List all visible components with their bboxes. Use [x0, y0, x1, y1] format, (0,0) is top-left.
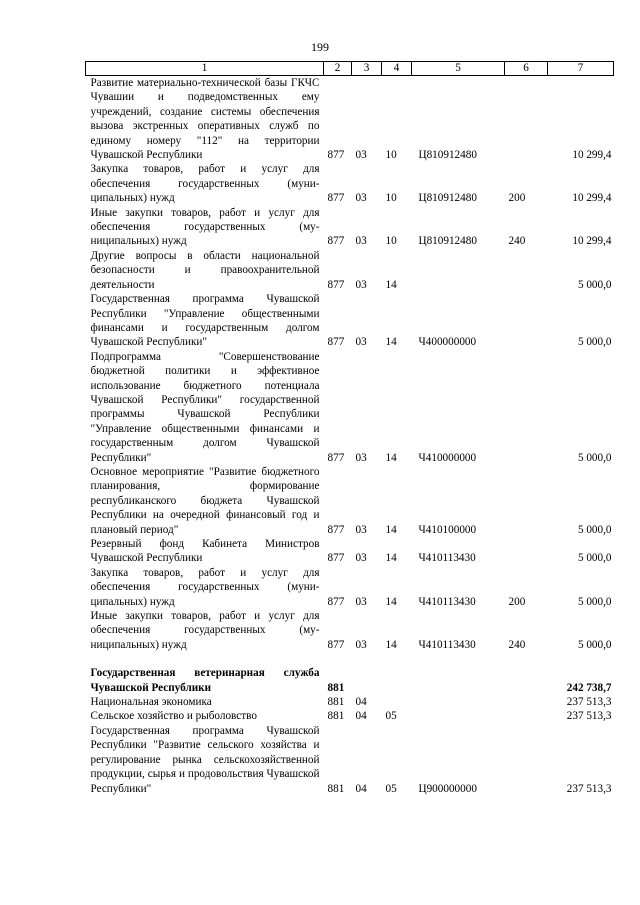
table-row [86, 162, 614, 205]
row-section-code: 03 [355, 595, 367, 608]
row-amount: 10 299,4 [572, 235, 612, 248]
header-col-4: 4 [382, 62, 412, 76]
row-target-article: Ч410100000 [418, 523, 477, 536]
row-ved-code: 881 [327, 681, 345, 694]
row-amount: 5 000,0 [577, 595, 612, 608]
table-spacer-row [86, 652, 614, 666]
row-name: Иные закупки товаров, работ и услуг для обеспечения государственных (муниципальных) нужд [90, 610, 320, 651]
row-subsection-code: 05 [385, 710, 397, 723]
row-target-article: Ч410113430 [418, 595, 476, 608]
row-expense-type [505, 350, 548, 465]
header-row [86, 62, 614, 76]
row-section-code: 04 [355, 710, 367, 723]
row-name: Государственная ветеринарная служба Чувашской Республики [90, 667, 320, 694]
row-expense-type: 200 [508, 595, 526, 608]
row-name: Подпрограмма "Совершенствование бюджетной политики и эффективное использование бюджетного потенциала Чувашской Республики" государственной программы Чувашской Республики "Управление общественными финансами и государственным долгом Чувашской Республики" [90, 350, 320, 464]
table-row [86, 724, 614, 796]
header-col-7: 7 [548, 62, 614, 76]
row-section-code: 03 [355, 192, 367, 205]
row-subsection-code: 10 [385, 149, 397, 162]
table-row [86, 609, 614, 652]
row-ved-code: 877 [327, 278, 345, 291]
row-section-code: 03 [355, 451, 367, 464]
table-row [86, 350, 614, 465]
row-name: Национальная экономика [90, 696, 212, 709]
row-subsection-code: 14 [385, 595, 397, 608]
row-target-article: Ц810912480 [418, 192, 477, 205]
row-name: Государственная программа Чувашской Республики "Управление общественными финансами и государственным долгом Чувашской Республики" [90, 293, 320, 349]
row-name: Другие вопросы в области национальной безопасности и правоохранительной деятельности [90, 249, 320, 291]
row-target-article: Ц810912480 [418, 149, 477, 162]
table-row [86, 249, 614, 292]
row-ved-code: 877 [327, 523, 345, 536]
row-section-code: 04 [355, 782, 367, 795]
row-target-article: Ц900000000 [418, 782, 477, 795]
row-name: Резервный фонд Кабинета Министров Чувашской Республики [90, 538, 320, 565]
row-expense-type: 200 [508, 192, 526, 205]
row-subsection-code [382, 666, 412, 695]
row-amount: 5 000,0 [577, 278, 612, 291]
table-row [86, 206, 614, 249]
row-ved-code: 877 [327, 235, 345, 248]
table-row [86, 566, 614, 609]
row-subsection-code: 10 [385, 192, 397, 205]
row-subsection-code: 14 [385, 552, 397, 565]
row-target-article [412, 695, 505, 709]
row-section-code: 03 [355, 278, 367, 291]
row-target-article [412, 249, 505, 292]
row-section-code: 03 [355, 552, 367, 565]
row-amount: 5 000,0 [577, 523, 612, 536]
row-amount: 5 000,0 [577, 638, 612, 651]
table-row [86, 709, 614, 723]
row-name: Сельское хозяйство и рыболовство [90, 710, 257, 723]
row-name: Государственная программа Чувашской Республики "Развитие сельского хозяйства и регулирование рынка сельскохозяйственной продукции, сырья и продовольствия Чувашской Республики" [90, 724, 320, 795]
row-subsection-code: 14 [385, 451, 397, 464]
row-name: Развитие материально-технической базы ГКЧС Чувашии и подведомственных ему учреждений, создание системы обеспечения вызова экстренных оперативных служб по единому номеру "112" на территории Чувашской Республики [90, 77, 320, 162]
row-name: Основное мероприятие "Развитие бюджетного планирования, формирование республиканского бюджета Чувашской Республики на очередной финансовый год и плановый период" [90, 465, 320, 536]
row-ved-code: 881 [327, 696, 345, 709]
row-amount: 237 513,3 [566, 696, 612, 709]
row-ved-code: 877 [327, 638, 345, 651]
row-ved-code: 877 [327, 451, 345, 464]
row-ved-code: 881 [327, 710, 345, 723]
row-expense-type [505, 666, 548, 695]
row-target-article [412, 709, 505, 723]
row-expense-type [505, 465, 548, 537]
row-ved-code: 881 [327, 782, 345, 795]
row-section-code: 04 [355, 696, 367, 709]
row-expense-type [505, 292, 548, 350]
page-number: 199 [311, 40, 329, 54]
row-target-article [412, 666, 505, 695]
row-subsection-code: 14 [385, 336, 397, 349]
row-expense-type [505, 76, 548, 163]
row-amount: 242 738,7 [566, 681, 612, 694]
table-row [86, 292, 614, 350]
row-amount: 5 000,0 [577, 451, 612, 464]
row-amount: 5 000,0 [577, 336, 612, 349]
row-expense-type [505, 709, 548, 723]
row-ved-code: 877 [327, 149, 345, 162]
row-amount: 237 513,3 [566, 710, 612, 723]
row-ved-code: 877 [327, 336, 345, 349]
row-subsection-code: 05 [385, 782, 397, 795]
table-body [86, 76, 614, 796]
row-expense-type [505, 695, 548, 709]
row-name: Закупка товаров, работ и услуг для обеспечения государственных (муниципальных) нужд [90, 566, 320, 608]
header-col-2: 2 [324, 62, 352, 76]
row-expense-type [505, 537, 548, 566]
row-target-article: Ч410113430 [418, 552, 476, 565]
table-header [86, 62, 614, 76]
row-subsection-code: 14 [385, 523, 397, 536]
row-ved-code: 877 [327, 595, 345, 608]
row-amount: 10 299,4 [572, 149, 612, 162]
row-name: Закупка товаров, работ и услуг для обеспечения государственных (муниципальных) нужд [90, 163, 320, 205]
row-subsection-code: 10 [385, 235, 397, 248]
row-ved-code: 877 [327, 192, 345, 205]
row-expense-type [505, 249, 548, 292]
spacer-cell [86, 652, 614, 666]
table-row [86, 537, 614, 566]
row-amount: 237 513,3 [566, 782, 612, 795]
row-section-code: 03 [355, 149, 367, 162]
row-section-code: 03 [355, 235, 367, 248]
table-row [86, 465, 614, 537]
row-ved-code: 877 [327, 552, 345, 565]
row-expense-type: 240 [508, 638, 526, 651]
header-col-6: 6 [505, 62, 548, 76]
row-section-code: 03 [355, 523, 367, 536]
table-row [86, 666, 614, 695]
row-subsection-code: 14 [385, 278, 397, 291]
row-amount: 5 000,0 [577, 552, 612, 565]
row-subsection-code: 14 [385, 638, 397, 651]
table-row [86, 76, 614, 163]
header-col-5: 5 [412, 62, 505, 76]
row-target-article: Ч400000000 [418, 336, 477, 349]
row-section-code: 03 [355, 638, 367, 651]
row-section-code: 03 [355, 336, 367, 349]
header-col-1: 1 [86, 62, 324, 76]
row-expense-type: 240 [508, 235, 526, 248]
row-subsection-code [382, 695, 412, 709]
row-name: Иные закупки товаров, работ и услуг для обеспечения государственных (муниципальных) нужд [90, 206, 320, 248]
budget-table [85, 61, 614, 796]
row-target-article: Ц810912480 [418, 235, 477, 248]
table-row [86, 695, 614, 709]
row-target-article: Ч410000000 [418, 451, 477, 464]
row-expense-type [505, 724, 548, 796]
header-col-3: 3 [352, 62, 382, 76]
row-target-article: Ч410113430 [418, 638, 476, 651]
row-amount: 10 299,4 [572, 192, 612, 205]
row-section-code [352, 666, 382, 695]
